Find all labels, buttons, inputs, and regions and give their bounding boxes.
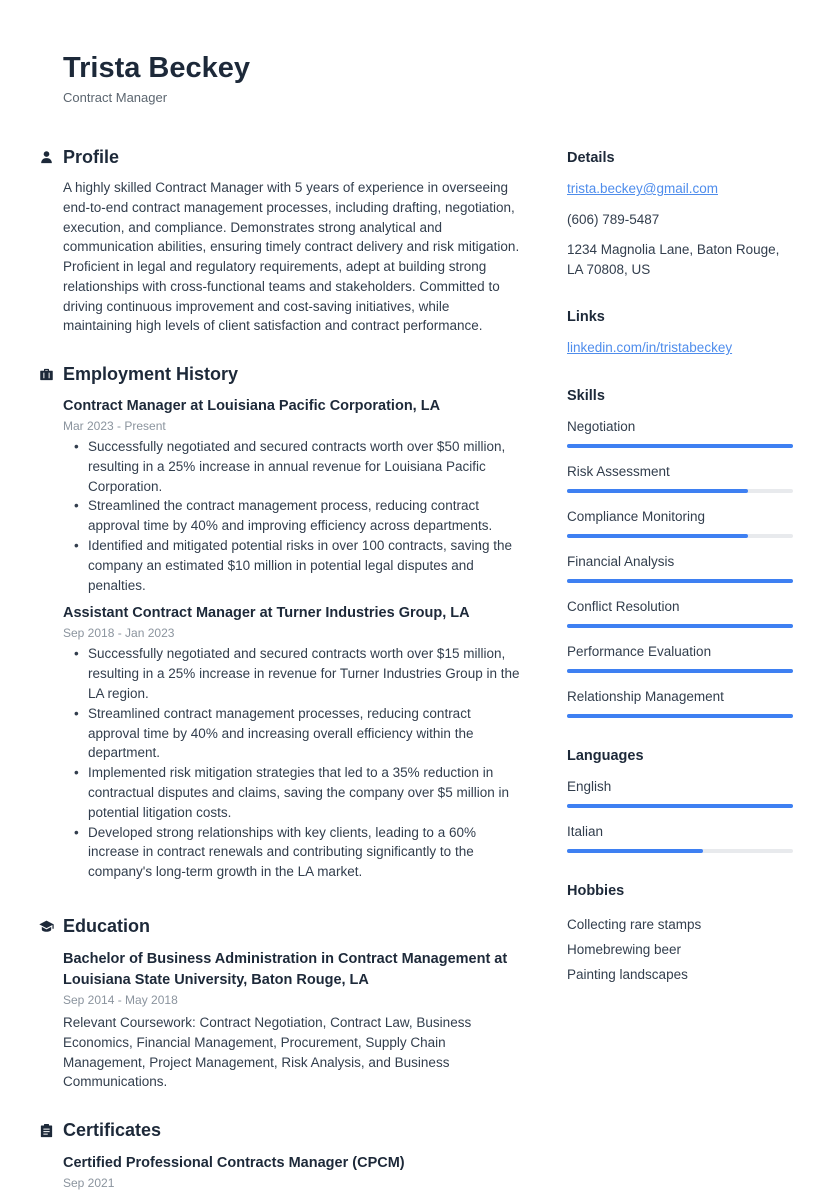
certificates-section bbox=[63, 1120, 521, 1190]
language-name: Italian bbox=[567, 823, 604, 839]
skill-name: Compliance Monitoring bbox=[567, 508, 706, 524]
skill-name: Financial Analysis bbox=[567, 553, 675, 569]
skill-name: Performance Evaluation bbox=[567, 643, 712, 659]
education-section bbox=[63, 916, 521, 1092]
sidebar-column bbox=[567, 150, 793, 1190]
certificates-heading bbox=[39, 1120, 521, 1141]
job-bullet: • Developed strong relationships with key clients, leading to a 60% increase in contract renewals and contributing significantly to the company's long-term growth in the LA market. bbox=[63, 823, 521, 882]
job-dates: Mar 2023 - Present bbox=[63, 418, 166, 433]
skill-bar-track bbox=[567, 714, 793, 718]
profile-section bbox=[63, 147, 521, 336]
address: 1234 Magnolia Lane, Baton Rouge, LA 70808, US bbox=[567, 242, 780, 277]
skill-bar-fill bbox=[567, 444, 793, 448]
languages-block bbox=[567, 748, 793, 853]
skill-bar-track bbox=[567, 579, 793, 583]
job-title: Assistant Contract Manager at Turner Industries Group, LA bbox=[63, 605, 470, 622]
job-bullet: • Successfully negotiated and secured contracts worth over $50 million, resulting in a 25% increase in annual revenue for Louisiana Pacific Corporation. bbox=[63, 437, 521, 496]
skill-name: Relationship Management bbox=[567, 688, 724, 704]
job-bullet: • Implemented risk mitigation strategies that led to a 35% reduction in contractual disputes and claims, saving the company over $5 million in potential litigation costs. bbox=[63, 763, 521, 822]
language-name: English bbox=[567, 778, 612, 794]
hobby-item: Collecting rare stamps bbox=[567, 916, 702, 932]
certificates-heading-text: Certificates bbox=[63, 1120, 162, 1141]
education-heading bbox=[39, 916, 521, 937]
language-bar-fill bbox=[567, 849, 703, 853]
links-block bbox=[567, 309, 793, 358]
skill-bar-fill bbox=[567, 714, 793, 718]
candidate-title: Contract Manager bbox=[63, 90, 168, 106]
hobby-item: Painting landscapes bbox=[567, 966, 688, 982]
skill-name: Negotiation bbox=[567, 418, 636, 434]
skill-bar-track bbox=[567, 444, 793, 448]
language-bar-track bbox=[567, 804, 793, 808]
degree-title: Bachelor of Business Administration in Contract Management at Louisiana State University, Baton Rouge, LA bbox=[63, 950, 508, 988]
hobbies-list bbox=[567, 912, 793, 987]
employment-heading bbox=[39, 364, 521, 385]
skill-bar-fill bbox=[567, 624, 793, 628]
skill-bar-fill bbox=[567, 579, 793, 583]
skill-bar-fill bbox=[567, 534, 748, 538]
languages-heading: Languages bbox=[567, 747, 644, 764]
language-bar-fill bbox=[567, 804, 793, 808]
details-heading: Details bbox=[567, 150, 615, 166]
email-link[interactable]: trista.beckey@gmail.com bbox=[567, 181, 718, 196]
graduation-cap-icon bbox=[39, 919, 54, 934]
skills-heading: Skills bbox=[567, 387, 605, 404]
job-bullet-list bbox=[63, 437, 521, 595]
education-heading-text: Education bbox=[63, 915, 151, 936]
job-entry bbox=[63, 396, 521, 595]
profile-heading bbox=[39, 147, 521, 168]
skill-item bbox=[567, 642, 793, 673]
skill-name: Conflict Resolution bbox=[567, 598, 680, 614]
skills-block bbox=[567, 388, 793, 718]
language-item bbox=[567, 822, 793, 853]
links-heading: Links bbox=[567, 309, 605, 325]
job-bullet: • Successfully negotiated and secured contracts worth over $15 million, resulting in a 25% increase in revenue for Turner Industries Group in the LA region. bbox=[63, 644, 521, 703]
skill-bar-track bbox=[567, 489, 793, 493]
education-dates: Sep 2014 - May 2018 bbox=[63, 992, 178, 1007]
skill-item bbox=[567, 417, 793, 448]
clipboard-icon bbox=[39, 1123, 54, 1138]
skill-bar-track bbox=[567, 624, 793, 628]
employment-heading-text: Employment History bbox=[63, 363, 239, 384]
candidate-name: Trista Beckey bbox=[63, 52, 251, 84]
skills-list bbox=[567, 417, 793, 718]
job-title: Contract Manager at Louisiana Pacific Corporation, LA bbox=[63, 397, 441, 414]
briefcase-icon bbox=[39, 367, 54, 382]
skill-item bbox=[567, 462, 793, 493]
skill-name: Risk Assessment bbox=[567, 463, 670, 479]
job-bullet: • Identified and mitigated potential risks in over 100 contracts, saving the company an estimated $10 million in potential legal disputes and penalties. bbox=[63, 536, 521, 595]
language-item bbox=[567, 777, 793, 808]
hobbies-block bbox=[567, 883, 793, 987]
phone-number: (606) 789-5487 bbox=[567, 211, 660, 227]
skill-bar-track bbox=[567, 669, 793, 673]
employment-section bbox=[63, 364, 521, 882]
details-block bbox=[567, 150, 793, 279]
job-entry bbox=[63, 603, 521, 882]
hobby-item: Homebrewing beer bbox=[567, 941, 682, 957]
skill-bar-fill bbox=[567, 669, 793, 673]
person-icon bbox=[39, 150, 54, 165]
certificate-dates: Sep 2021 bbox=[63, 1176, 115, 1190]
job-bullet-list bbox=[63, 644, 521, 882]
skill-item bbox=[567, 597, 793, 628]
resume-header bbox=[63, 52, 521, 105]
language-bar-track bbox=[567, 849, 793, 853]
education-description: Relevant Coursework: Contract Negotiation, Contract Law, Business Economics, Financial Management, Procurement, Supply Chain Management, Project Management, Risk Analysis, and Business Communications. bbox=[63, 1014, 472, 1090]
job-bullet: • Streamlined the contract management process, reducing contract approval time by 40% and improving efficiency across departments. bbox=[63, 496, 521, 536]
linkedin-link[interactable]: linkedin.com/in/tristabeckey bbox=[567, 340, 733, 355]
skill-item bbox=[567, 552, 793, 583]
job-bullet: • Streamlined contract management processes, reducing contract approval time by 40% and increasing overall efficiency within the department. bbox=[63, 704, 521, 763]
main-column bbox=[63, 52, 521, 1190]
skill-bar-track bbox=[567, 534, 793, 538]
skill-item bbox=[567, 687, 793, 718]
profile-text: A highly skilled Contract Manager with 5 years of experience in overseeing end-to-end contract management processes, including drafting, negotiation, execution, and compliance. Demonstrates strong analytical and communication abilities, ensuring timely contract delivery and risk mitigation. Proficient in legal and regulatory requirements, adept at building strong relationships with cross-functional teams and stakeholders. Committed to driving continuous improvement and cost-saving initiatives, while maintaining high levels of client satisfaction and contract performance. bbox=[63, 180, 520, 334]
skill-item bbox=[567, 507, 793, 538]
skill-bar-fill bbox=[567, 489, 748, 493]
certificate-title: Certified Professional Contracts Manager (CPCM) bbox=[63, 1155, 405, 1172]
languages-list bbox=[567, 777, 793, 853]
job-dates: Sep 2018 - Jan 2023 bbox=[63, 626, 175, 641]
hobbies-heading: Hobbies bbox=[567, 882, 625, 899]
profile-heading-text: Profile bbox=[63, 147, 120, 168]
